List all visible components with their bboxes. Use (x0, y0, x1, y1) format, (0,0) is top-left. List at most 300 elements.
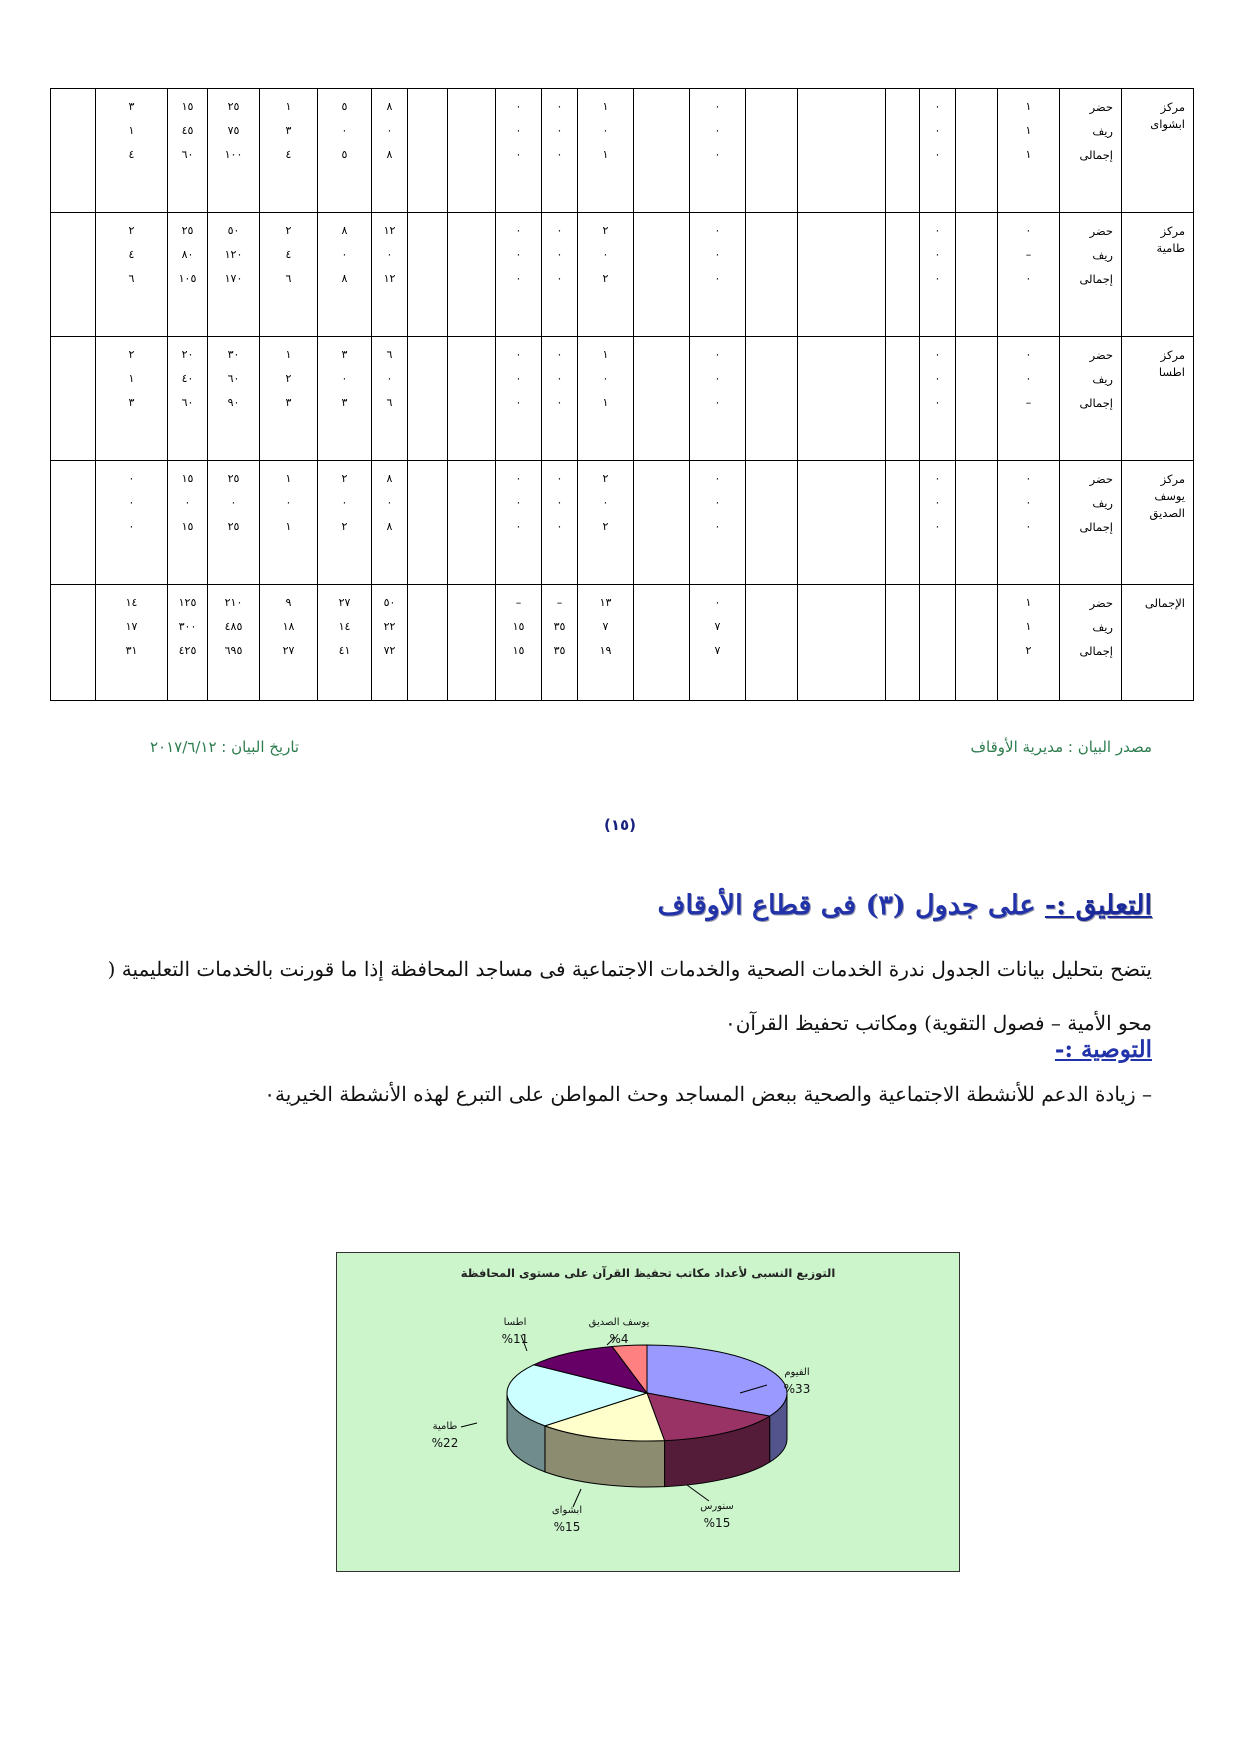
cell-value: ٠ (714, 100, 721, 113)
value-cell (408, 461, 448, 585)
value-cell (956, 337, 998, 461)
slice-value-1: %15 (703, 1516, 731, 1530)
cell-value (748, 343, 795, 367)
value-cell (920, 213, 956, 337)
value-cell (408, 337, 448, 461)
cell-value: ٤٨٥ (224, 620, 243, 633)
value-cell (578, 461, 634, 585)
value-cell (690, 89, 746, 213)
cell-value: ٤٠ (181, 372, 194, 385)
cell-value: ٠ (1025, 224, 1032, 237)
area-label: ريف (1092, 620, 1113, 634)
cell-value: ٢٥ (227, 520, 240, 533)
cell-value (410, 639, 445, 663)
cell-value: ١ (1025, 620, 1032, 633)
recommendation-heading: التوصية :- (1054, 1036, 1152, 1063)
cell-value (450, 515, 493, 539)
area-label: ريف (1092, 496, 1113, 510)
cell-value: ١٧ (125, 620, 138, 633)
cell-value (53, 243, 93, 267)
cell-value (800, 219, 883, 243)
cell-value: ٠ (515, 272, 522, 285)
cell-value (748, 219, 795, 243)
table-row (51, 461, 1194, 585)
slice-value-5: %4 (609, 1332, 629, 1346)
cell-value: ٢ (341, 520, 348, 533)
cell-value: ١٢٥ (178, 596, 197, 609)
cell-value: ٢ (128, 348, 135, 361)
cell-value: ٥ (341, 148, 348, 161)
cell-value: ٠ (386, 496, 393, 509)
center-name-cell (1122, 337, 1194, 461)
cell-value (636, 491, 687, 515)
cell-value: ٧٢ (383, 644, 396, 657)
value-cell (690, 213, 746, 337)
value-cell (318, 89, 372, 213)
page-number: (١٥) (603, 816, 637, 834)
cell-value (748, 143, 795, 167)
cell-value (800, 491, 883, 515)
cell-value: ١ (128, 124, 135, 137)
cell-value (888, 467, 917, 491)
value-cell (578, 585, 634, 701)
cell-value: ٠ (1025, 348, 1032, 361)
cell-value: ٢ (602, 520, 609, 533)
center-name-line: الإجمالى (1144, 596, 1185, 610)
cell-value: ٨ (386, 520, 393, 533)
center-name-line: مركز (1160, 224, 1185, 238)
cell-value: – (1025, 396, 1032, 409)
cell-value: ١ (602, 100, 609, 113)
area-labels-cell (1060, 461, 1122, 585)
table-row (51, 89, 1194, 213)
cell-value: ٣٠٠ (178, 620, 197, 633)
slice-name-4: اطسا (503, 1317, 527, 1328)
cell-value: ١٠٠ (224, 148, 243, 161)
value-cell (690, 461, 746, 585)
cell-value: ١٧٠ (224, 272, 243, 285)
cell-value: ٢ (602, 224, 609, 237)
cell-value (748, 391, 795, 415)
value-cell (318, 337, 372, 461)
cell-value: ٣ (285, 124, 292, 137)
cell-value (636, 467, 687, 491)
value-cell (51, 337, 96, 461)
cell-value: ٠ (556, 396, 563, 409)
cell-value: ١٩ (599, 644, 612, 657)
cell-value (410, 615, 445, 639)
cell-value (450, 243, 493, 267)
cell-value (410, 119, 445, 143)
value-cell (998, 461, 1060, 585)
value-cell (634, 89, 690, 213)
cell-value: ١٥ (181, 472, 194, 485)
cell-value (800, 639, 883, 663)
cell-value: ٠ (714, 148, 721, 161)
cell-value: ٢٧ (338, 596, 351, 609)
value-cell (496, 337, 542, 461)
cell-value: – (556, 596, 563, 609)
value-cell (886, 585, 920, 701)
cell-value: ٢٢ (383, 620, 396, 633)
cell-value: ٠ (341, 496, 348, 509)
cell-value: ٠ (556, 272, 563, 285)
value-cell (448, 89, 496, 213)
cell-value (410, 591, 445, 615)
cell-value: ٦٠ (181, 396, 194, 409)
cell-value: ١٢ (383, 224, 396, 237)
leader-line-1 (687, 1485, 709, 1501)
cell-value: ٨ (341, 272, 348, 285)
center-name-cell (1122, 461, 1194, 585)
slice-name-3: طامية (432, 1421, 458, 1432)
cell-value (636, 615, 687, 639)
center-name-line: الصديق (1149, 506, 1185, 520)
cell-value: ٠ (934, 248, 941, 261)
cell-value: ٦ (285, 272, 292, 285)
cell-value (958, 591, 995, 615)
cell-value: ٠ (128, 472, 135, 485)
cell-value: ٢٧ (282, 644, 295, 657)
area-label: إجمالى (1079, 644, 1113, 658)
cell-value (53, 467, 93, 491)
value-cell (578, 213, 634, 337)
value-cell (956, 89, 998, 213)
cell-value: ٨ (386, 472, 393, 485)
cell-value (53, 95, 93, 119)
value-cell (798, 89, 886, 213)
cell-value: ٠ (341, 124, 348, 137)
cell-value: ٢٥ (181, 224, 194, 237)
value-cell (956, 213, 998, 337)
cell-value (53, 491, 93, 515)
cell-value: ٠ (1025, 520, 1032, 533)
cell-value (922, 639, 953, 663)
slice-value-2: %15 (553, 1520, 581, 1534)
value-cell (746, 585, 798, 701)
cell-value: ٧ (714, 644, 721, 657)
value-cell (372, 461, 408, 585)
area-labels-cell (1060, 585, 1122, 701)
value-cell (96, 585, 168, 701)
value-cell (318, 585, 372, 701)
cell-value (800, 467, 883, 491)
cell-value: ٠ (1025, 372, 1032, 385)
data-date: تاريخ البيان : ٢٠١٧/٦/١٢ (150, 738, 300, 756)
cell-value (748, 615, 795, 639)
value-cell (886, 461, 920, 585)
pie-chart-svg (337, 1253, 959, 1571)
center-name-cell (1122, 585, 1194, 701)
cell-value: ٨ (386, 148, 393, 161)
cell-value: ٠ (602, 248, 609, 261)
slice-name-0: الفيوم (784, 1367, 810, 1378)
value-cell (746, 461, 798, 585)
value-cell (260, 461, 318, 585)
value-cell (998, 213, 1060, 337)
value-cell (260, 337, 318, 461)
cell-value: ٠ (556, 124, 563, 137)
cell-value (888, 591, 917, 615)
cell-value: ٠ (556, 348, 563, 361)
cell-value: ٠ (714, 348, 721, 361)
slice-name-5: يوسف الصديق (588, 1317, 650, 1328)
cell-value (53, 143, 93, 167)
cell-value (450, 391, 493, 415)
data-source: مصدر البيان : مديرية الأوقاف (970, 738, 1152, 756)
cell-value: ٦ (386, 348, 393, 361)
cell-value (888, 343, 917, 367)
cell-value: ٩ (285, 596, 292, 609)
cell-value: ٩٠ (227, 396, 240, 409)
cell-value: ٣٥ (553, 644, 566, 657)
cell-value: ٣٥ (553, 620, 566, 633)
cell-value: ١ (602, 348, 609, 361)
cell-value (748, 119, 795, 143)
value-cell (998, 89, 1060, 213)
value-cell (260, 585, 318, 701)
cell-value (748, 267, 795, 291)
cell-value: ٢ (341, 472, 348, 485)
cell-value: ٠ (556, 224, 563, 237)
slice-value-0: %33 (783, 1382, 811, 1396)
cell-value: ٣١ (125, 644, 138, 657)
cell-value: ٠ (602, 496, 609, 509)
cell-value: ٢ (602, 272, 609, 285)
cell-value: ٠ (934, 124, 941, 137)
comment-heading-subject: على جدول (٣) فى قطاع الأوقاف (657, 890, 1045, 921)
cell-value (800, 615, 883, 639)
cell-value (958, 95, 995, 119)
cell-value: ٠ (934, 148, 941, 161)
value-cell (690, 585, 746, 701)
cell-value: ٢١٠ (224, 596, 243, 609)
value-cell (318, 461, 372, 585)
cell-value: ٠ (602, 124, 609, 137)
value-cell (96, 89, 168, 213)
cell-value (450, 491, 493, 515)
value-cell (998, 585, 1060, 701)
cell-value: ٠ (602, 372, 609, 385)
cell-value: ٠ (934, 100, 941, 113)
cell-value: ٦٠ (181, 148, 194, 161)
cell-value (450, 467, 493, 491)
cell-value (958, 391, 995, 415)
value-cell (798, 585, 886, 701)
cell-value: ١٠٥ (178, 272, 197, 285)
value-cell (496, 585, 542, 701)
cell-value: ٠ (934, 272, 941, 285)
value-cell (208, 461, 260, 585)
cell-value: ١ (602, 148, 609, 161)
cell-value: ٦٠ (227, 372, 240, 385)
cell-value: ١ (1025, 148, 1032, 161)
cell-value (410, 343, 445, 367)
cell-value (53, 591, 93, 615)
cell-value: ٠ (515, 348, 522, 361)
value-cell (168, 585, 208, 701)
value-cell (798, 213, 886, 337)
value-cell (886, 337, 920, 461)
cell-value: ٤ (285, 248, 292, 261)
value-cell (746, 337, 798, 461)
cell-value: ١٤ (338, 620, 351, 633)
cell-value: ٣ (341, 396, 348, 409)
cell-value (636, 143, 687, 167)
cell-value (888, 119, 917, 143)
center-name-line: مركز (1160, 472, 1185, 486)
cell-value: ٢ (602, 472, 609, 485)
cell-value (450, 143, 493, 167)
cell-value (450, 591, 493, 615)
cell-value (748, 639, 795, 663)
cell-value (748, 491, 795, 515)
cell-value: ٧٥ (227, 124, 240, 137)
cell-value: ٥٠ (227, 224, 240, 237)
value-cell (542, 461, 578, 585)
value-cell (372, 213, 408, 337)
cell-value: ٠ (556, 520, 563, 533)
cell-value: ٤٢٥ (178, 644, 197, 657)
value-cell (96, 213, 168, 337)
cell-value (800, 243, 883, 267)
cell-value (450, 639, 493, 663)
cell-value (410, 143, 445, 167)
cell-value (922, 615, 953, 639)
cell-value: ٠ (714, 496, 721, 509)
cell-value: ٠ (934, 472, 941, 485)
cell-value (922, 591, 953, 615)
cell-value: ٠ (1025, 272, 1032, 285)
cell-value (958, 491, 995, 515)
value-cell (448, 337, 496, 461)
cell-value: ٣ (128, 396, 135, 409)
value-cell (448, 585, 496, 701)
value-cell (798, 337, 886, 461)
cell-value: ٣ (285, 396, 292, 409)
cell-value: ١ (285, 348, 292, 361)
cell-value: ٠ (515, 472, 522, 485)
cell-value: ٠ (714, 472, 721, 485)
cell-value: ١٢٠ (224, 248, 243, 261)
cell-value (888, 219, 917, 243)
cell-value (958, 367, 995, 391)
cell-value: ٠ (285, 496, 292, 509)
cell-value: ٧ (714, 620, 721, 633)
data-table (50, 88, 1194, 701)
slice-value-4: %11 (501, 1332, 529, 1346)
chart-title: التوزيع النسبى لأعداد مكاتب تحفيظ القرآن على مستوى المحافظة (460, 1266, 836, 1280)
area-label: إجمالى (1079, 148, 1113, 162)
cell-value: ٤ (128, 148, 135, 161)
cell-value: ٠ (714, 596, 721, 609)
cell-value (636, 367, 687, 391)
cell-value (888, 95, 917, 119)
cell-value: ١٢ (383, 272, 396, 285)
cell-value: ٠ (934, 396, 941, 409)
value-cell (372, 89, 408, 213)
cell-value (958, 615, 995, 639)
cell-value: ٦ (386, 396, 393, 409)
cell-value (748, 95, 795, 119)
cell-value (800, 367, 883, 391)
cell-value: ٠ (714, 272, 721, 285)
comment-heading (658, 890, 1152, 921)
cell-value (53, 267, 93, 291)
cell-value (450, 219, 493, 243)
cell-value (888, 615, 917, 639)
cell-value (53, 219, 93, 243)
comment-body: يتضح بتحليل بيانات الجدول ندرة الخدمات الصحية والخدمات الاجتماعية فى مساجد المحافظة إذا ما قورنت بالخدمات التعليمية ( محو الأمية – فصول التقوية) ومكاتب تحفيظ القرآن٠ (107, 957, 1152, 1035)
cell-value: ١٣ (599, 596, 612, 609)
cell-value (410, 243, 445, 267)
cell-value (958, 515, 995, 539)
table-row (51, 337, 1194, 461)
cell-value (888, 267, 917, 291)
cell-value: ١ (1025, 596, 1032, 609)
cell-value (888, 491, 917, 515)
cell-value: ٠ (515, 372, 522, 385)
center-name-line: مركز (1160, 348, 1185, 362)
value-cell (372, 337, 408, 461)
cell-value (636, 343, 687, 367)
cell-value: ٠ (934, 496, 941, 509)
center-name-line: مركز (1160, 100, 1185, 114)
cell-value: ٤ (128, 248, 135, 261)
area-labels-cell (1060, 89, 1122, 213)
value-cell (542, 337, 578, 461)
value-cell (920, 89, 956, 213)
value-cell (542, 213, 578, 337)
value-cell (920, 461, 956, 585)
cell-value (888, 367, 917, 391)
cell-value: ٣٠ (227, 348, 240, 361)
cell-value: ٠ (515, 396, 522, 409)
cell-value (800, 391, 883, 415)
cell-value (800, 267, 883, 291)
slice-value-3: %22 (431, 1436, 459, 1450)
value-cell (634, 213, 690, 337)
center-name-line: ابشواى (1150, 117, 1185, 131)
value-cell (542, 89, 578, 213)
cell-value (450, 95, 493, 119)
cell-value: ٨ (386, 100, 393, 113)
cell-value: ٢٥ (227, 472, 240, 485)
cell-value (636, 591, 687, 615)
leader-line-3 (461, 1423, 477, 1427)
cell-value (800, 119, 883, 143)
value-cell (168, 337, 208, 461)
cell-value (888, 515, 917, 539)
value-cell (408, 89, 448, 213)
cell-value: ١٨ (282, 620, 295, 633)
cell-value (410, 219, 445, 243)
cell-value (958, 343, 995, 367)
value-cell (798, 461, 886, 585)
cell-value: ١ (285, 520, 292, 533)
value-cell (318, 213, 372, 337)
value-cell (886, 213, 920, 337)
cell-value: ٠ (556, 100, 563, 113)
comment-heading-label: التعليق :- (1044, 890, 1152, 921)
cell-value (748, 243, 795, 267)
cell-value: ٠ (341, 248, 348, 261)
cell-value: ٠ (515, 520, 522, 533)
cell-value (636, 267, 687, 291)
center-name-cell (1122, 89, 1194, 213)
value-cell (496, 213, 542, 337)
slice-name-2: ابشواى (551, 1505, 583, 1516)
